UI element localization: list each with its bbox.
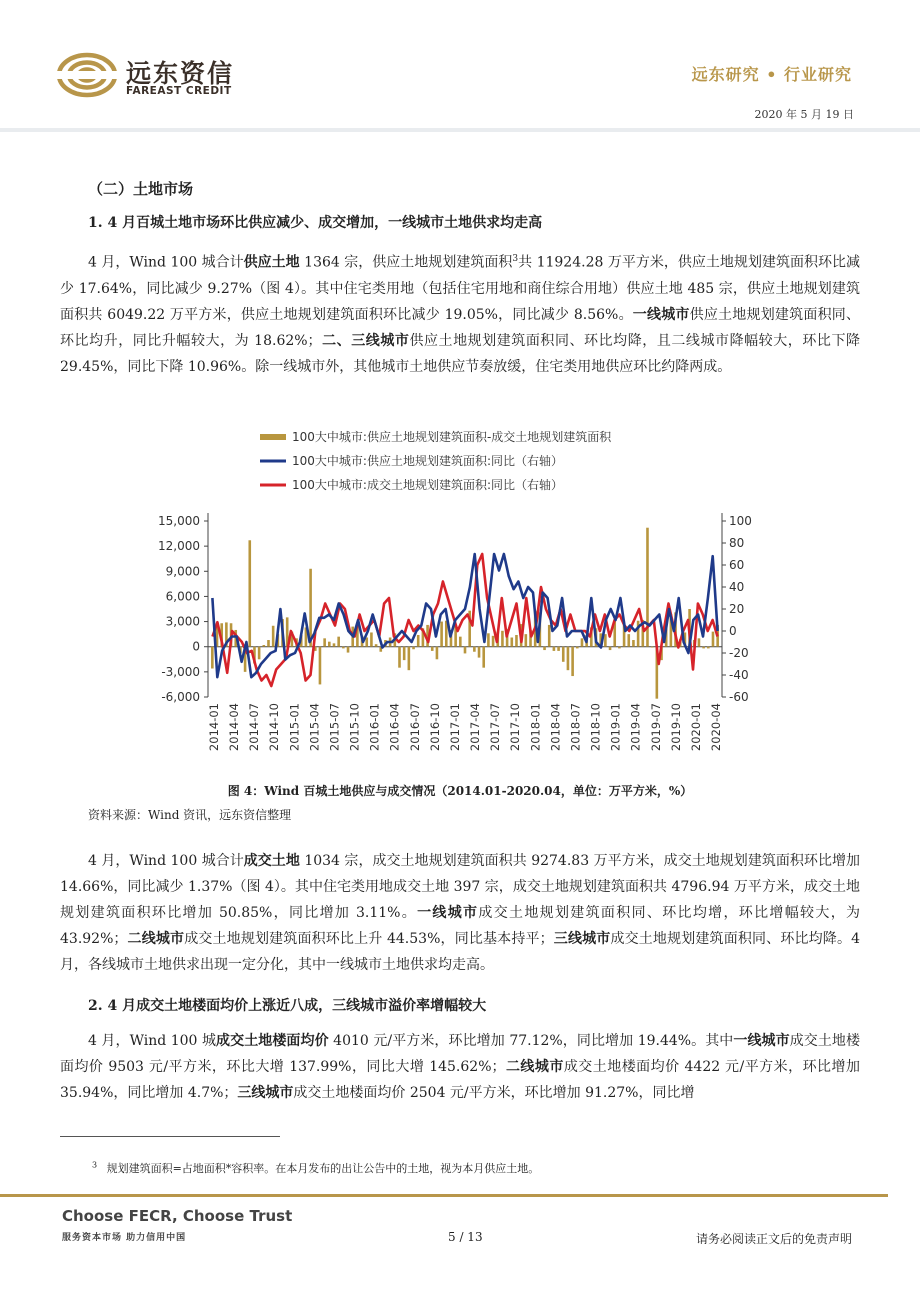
y-left-tick-label: 6,000 bbox=[165, 589, 200, 604]
bar bbox=[459, 637, 462, 647]
text-run-bold: 成交土地楼面均价 bbox=[216, 1033, 329, 1049]
fareast-logo-icon bbox=[56, 50, 118, 100]
x-tick-label: 2015-04 bbox=[307, 703, 322, 752]
legend-label: 100大中城市:供应土地规划建筑面积:同比（右轴） bbox=[292, 454, 563, 468]
y-left-tick-label: 3,000 bbox=[165, 614, 200, 629]
bar bbox=[328, 642, 331, 647]
text-run-bold: 二、三线城市 bbox=[321, 332, 410, 349]
x-tick-label: 2017-01 bbox=[447, 703, 462, 752]
subsection-title-2: 2. 4 月成交土地楼面均价上涨近八成，三线城市溢价率增幅较大 bbox=[88, 998, 487, 1014]
y-right-tick-label: 40 bbox=[729, 580, 745, 594]
y-left-tick-label: -3,000 bbox=[161, 664, 200, 679]
x-tick-label: 2020-01 bbox=[688, 703, 703, 752]
text-run-bold: 三线城市 bbox=[237, 1085, 294, 1101]
paragraph-supply bbox=[60, 246, 860, 380]
text-run-bold: 三线城市 bbox=[553, 931, 611, 947]
footnote-ref[interactable]: 3 bbox=[512, 254, 519, 264]
y-right-tick-label: 20 bbox=[729, 602, 745, 616]
text-run: 成交土地楼面均价 9503 元/平方米，环比大增 137.99%，同比大增 145.62%； bbox=[60, 1033, 861, 1075]
x-tick-label: 2019-04 bbox=[628, 703, 643, 752]
x-tick-label: 2016-01 bbox=[367, 703, 382, 752]
x-tick-label: 2018-01 bbox=[528, 703, 543, 752]
text-run: 供应土地规划建筑面积同、环比均降，且二线城市降幅较大，环比下降 29.45%，同比下降 10.96%。除一线城市外，其他城市土地供应节奏放缓，住宅类用地供应环比约降两成。 bbox=[60, 332, 860, 375]
bar bbox=[263, 645, 266, 647]
bar bbox=[632, 640, 635, 647]
y-left-tick-label: 12,000 bbox=[158, 539, 200, 554]
bar bbox=[609, 647, 612, 650]
text-run: 4 月，Wind 100 城合计 bbox=[88, 254, 244, 271]
bar bbox=[557, 647, 560, 651]
x-tick-label: 2014-07 bbox=[247, 703, 262, 752]
text-run: 成交土地规划建筑面积环比上升 44.53%，同比基本持平； bbox=[184, 931, 554, 947]
y-left-tick-label: -6,000 bbox=[161, 690, 200, 704]
x-tick-label: 2015-10 bbox=[347, 703, 362, 752]
x-tick-label: 2020-04 bbox=[709, 703, 723, 752]
figure-caption: 图 4：Wind 百城土地供应与成交情况（2014.01-2020.04，单位：万平方米，%） bbox=[227, 784, 693, 798]
bar bbox=[431, 647, 434, 651]
x-tick-label: 2016-04 bbox=[387, 703, 402, 752]
bar bbox=[370, 632, 373, 646]
bar bbox=[712, 632, 715, 647]
bar bbox=[464, 647, 467, 654]
header-divider bbox=[0, 128, 920, 132]
bar bbox=[342, 647, 345, 649]
bar bbox=[478, 647, 481, 658]
bar bbox=[403, 647, 406, 660]
y-right-tick-label: -20 bbox=[729, 646, 749, 660]
bar bbox=[323, 638, 326, 646]
bar bbox=[337, 637, 340, 647]
footer-disclaimer: 请务必阅读正文后的免责声明 bbox=[695, 1232, 852, 1246]
bar bbox=[319, 647, 322, 685]
text-run: 成交土地楼面均价 4422 元/平方米，环比增加 35.94%，同比增加 4.7%； bbox=[60, 1059, 860, 1101]
bar bbox=[548, 625, 551, 647]
text-run-bold: 二线城市 bbox=[505, 1059, 564, 1075]
page-number: 5 / 13 bbox=[448, 1230, 483, 1244]
bar bbox=[543, 647, 546, 650]
x-tick-label: 2018-10 bbox=[588, 703, 603, 752]
bar bbox=[702, 647, 705, 649]
bar bbox=[211, 647, 214, 669]
bar bbox=[707, 647, 710, 649]
footnote bbox=[92, 1160, 539, 1176]
bar bbox=[347, 647, 350, 653]
land-supply-chart bbox=[150, 425, 790, 785]
bar bbox=[482, 647, 485, 668]
bar bbox=[553, 647, 556, 651]
bar bbox=[267, 640, 270, 647]
x-tick-label: 2014-10 bbox=[267, 703, 282, 752]
bar bbox=[698, 638, 701, 646]
bar bbox=[248, 540, 251, 646]
text-run-bold: 二线城市 bbox=[127, 931, 185, 947]
text-run-bold: 一线城市 bbox=[632, 306, 690, 323]
bar bbox=[412, 647, 415, 650]
x-tick-label: 2017-10 bbox=[508, 703, 523, 752]
logo bbox=[56, 50, 246, 100]
paragraph-transaction bbox=[60, 848, 860, 978]
text-run-bold: 一线城市 bbox=[417, 905, 479, 921]
legend-label: 100大中城市:供应土地规划建筑面积-成交土地规划建筑面积 bbox=[292, 430, 612, 444]
y-right-tick-label: 80 bbox=[729, 536, 745, 550]
bar bbox=[375, 644, 378, 647]
bar bbox=[562, 647, 565, 662]
legend-label: 100大中城市:成交土地规划建筑面积:同比（右轴） bbox=[292, 478, 563, 492]
x-tick-label: 2016-10 bbox=[427, 703, 442, 752]
bar bbox=[417, 635, 420, 647]
footnote-text: 规划建筑面积=占地面积*容积率。在本月发布的出让公告中的土地，视为本月供应土地。 bbox=[106, 1162, 540, 1175]
footnote-divider bbox=[60, 1136, 280, 1137]
x-tick-label: 2019-01 bbox=[608, 703, 623, 752]
bar bbox=[365, 637, 368, 646]
y-left-tick-label: 0 bbox=[192, 639, 200, 654]
text-run: 4010 元/平方米，环比增加 77.12%，同比增加 19.44%。其中 bbox=[328, 1033, 734, 1049]
text-run-bold: 成交土地 bbox=[243, 853, 300, 869]
footer-slogan-cn: 服务资本市场 助力信用中国 bbox=[62, 1233, 187, 1243]
bar bbox=[333, 643, 336, 646]
y-right-tick-label: 60 bbox=[729, 558, 745, 572]
bar bbox=[515, 635, 518, 647]
bar bbox=[492, 636, 495, 647]
bar bbox=[473, 647, 476, 652]
bar bbox=[398, 647, 401, 668]
y-right-tick-label: 0 bbox=[729, 624, 737, 638]
text-run: 4 月，Wind 100 城合计 bbox=[88, 853, 244, 869]
text-run-bold: 一线城市 bbox=[733, 1033, 790, 1049]
report-brand: 远东研究 • 行业研究 bbox=[691, 65, 852, 84]
x-tick-label: 2016-07 bbox=[407, 703, 422, 752]
x-tick-label: 2018-07 bbox=[568, 703, 583, 752]
x-tick-label: 2014-01 bbox=[207, 703, 221, 752]
bar bbox=[510, 637, 513, 646]
bar bbox=[581, 638, 584, 646]
text-run: 供应土地规划建筑面积同、环比均升，同比升幅较大，为 18.62%； bbox=[60, 306, 860, 349]
x-tick-label: 2019-10 bbox=[668, 703, 683, 752]
text-run: 成交土地规划建筑面积同、环比均增，环比增幅较大，为 43.92%； bbox=[60, 905, 861, 947]
bar bbox=[258, 647, 261, 660]
x-tick-label: 2015-07 bbox=[327, 703, 342, 752]
text-run: 共 11924.28 万平方米，供应土地规划建筑面积环比减少 17.64%，同比减少 9.27%（图 4）。其中住宅类用地（包括住宅用地和商住综合用地）供应土地 485 宗，供应土地规划建筑面积共 6049.22 万平方米，供应土地规划建筑面积环比减少 19.05%，同比减少 8.56%。 bbox=[60, 254, 861, 323]
y-right-tick-label: -40 bbox=[729, 668, 749, 682]
text-run: 1364 宗，供应土地规划建筑面积 bbox=[299, 254, 513, 271]
figure-source: 资料来源：Wind 资讯，远东资信整理 bbox=[88, 808, 292, 822]
y-left-tick-label: 9,000 bbox=[165, 564, 200, 579]
bar bbox=[571, 647, 574, 676]
x-tick-label: 2019-07 bbox=[648, 703, 663, 752]
text-run: 1034 宗，成交土地规划建筑面积共 9274.83 万平方米，成交土地规划建筑面积环比增加 14.66%，同比减少 1.37%（图 4）。其中住宅类用地成交土地 397 宗，成交土地规划建筑面积共 4796.94 万平方米，成交土地规划建筑面积环比增加 50.85%，同比增加 3.11%。 bbox=[60, 853, 860, 921]
chart-legend bbox=[260, 429, 612, 492]
bar bbox=[651, 647, 654, 648]
x-tick-label: 2017-07 bbox=[488, 703, 503, 752]
y-right-tick-label: -60 bbox=[729, 690, 749, 704]
footer-divider bbox=[0, 1194, 888, 1197]
x-tick-label: 2017-04 bbox=[468, 703, 483, 752]
bar bbox=[604, 634, 607, 647]
subsection-title-1: 1. 4 月百城土地市场环比供应减少、成交增加，一线城市土地供求均走高 bbox=[88, 215, 543, 231]
bar bbox=[487, 633, 490, 646]
bar bbox=[436, 647, 439, 660]
x-tick-label: 2015-01 bbox=[287, 703, 302, 752]
bar bbox=[567, 647, 570, 670]
bar bbox=[627, 634, 630, 647]
text-run: 4 月，Wind 100 城 bbox=[88, 1033, 217, 1049]
footnote-mark: 3 bbox=[92, 1160, 98, 1170]
legend-swatch-bar bbox=[260, 434, 286, 440]
bar bbox=[525, 634, 528, 647]
chart-plot bbox=[158, 513, 752, 751]
paragraph-price bbox=[60, 1028, 860, 1106]
text-run: 成交土地规划建筑面积同、环比均降。4 月，各线城市土地供求出现一定分化，其中一线城市土地供求均走高。 bbox=[60, 931, 861, 973]
footer-slogan-en: Choose FECR, Choose Trust bbox=[62, 1207, 293, 1225]
bar bbox=[272, 626, 275, 647]
report-date: 2020 年 5 月 19 日 bbox=[754, 108, 854, 121]
bar bbox=[408, 647, 411, 670]
bar bbox=[618, 647, 621, 649]
y-right-tick-label: 100 bbox=[729, 514, 752, 528]
logo-text-cn: 远东资信 bbox=[126, 59, 235, 88]
bar bbox=[576, 647, 579, 649]
x-tick-label: 2014-04 bbox=[227, 703, 242, 752]
section-title: （二）土地市场 bbox=[88, 180, 194, 198]
bar bbox=[501, 631, 504, 647]
x-tick-label: 2018-04 bbox=[548, 703, 563, 752]
text-run-bold: 供应土地 bbox=[243, 254, 300, 271]
y-left-tick-label: 15,000 bbox=[158, 514, 200, 528]
text-run: 成交土地楼面均价 2504 元/平方米，环比增加 91.27%，同比增 bbox=[293, 1085, 695, 1101]
bar bbox=[440, 622, 443, 647]
logo-text-en: FAREAST CREDIT bbox=[126, 85, 232, 97]
